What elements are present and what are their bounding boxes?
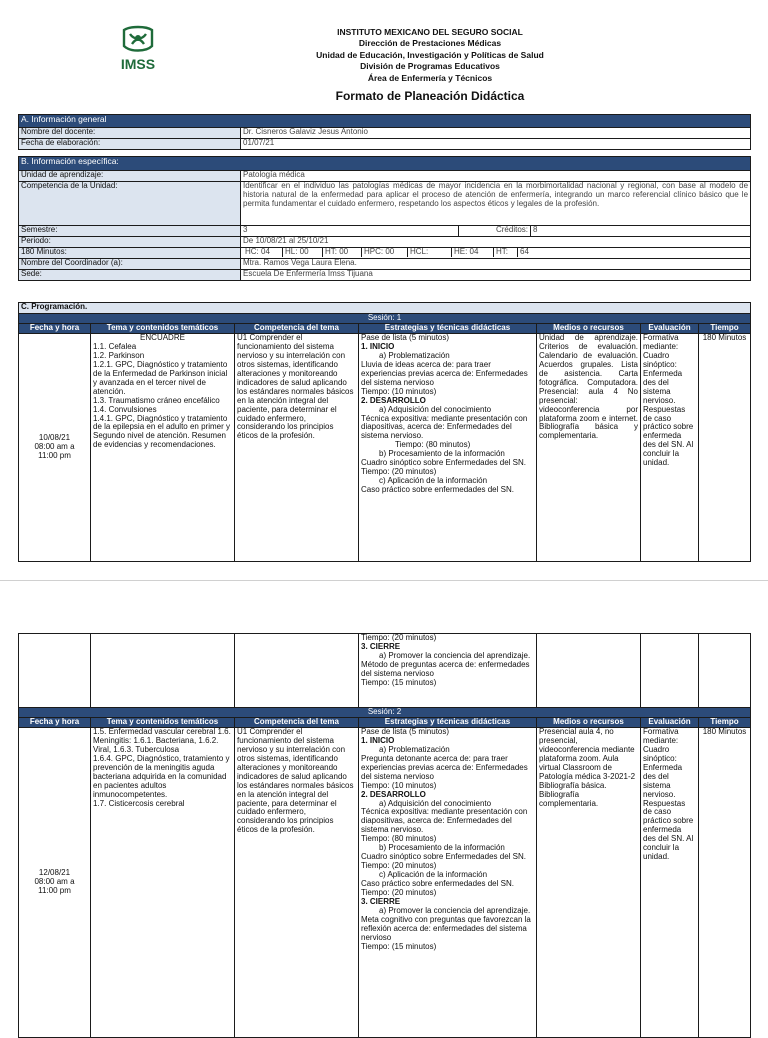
estrategia-line: Pase de lista (5 minutos) (361, 333, 450, 342)
col-tema: Tema y contenidos temáticos (91, 717, 235, 727)
session-1-label: Sesión: 1 (19, 314, 751, 324)
session-1-medios: Unidad de aprendizaje. Criterios de evaluación. Calendario de evaluación. Acuerdos grupales. Lista de asistencia. Carta fotográfica. Computadora. Presencial: aula 4 No presencial: videoconferencia por plataforma zoom e internet. Bibliografía básica y complementaria. (537, 333, 641, 561)
header-text (240, 27, 620, 84)
tema-item: 1.4.1. GPC, Diagnóstico y tratamiento de la epilepsia en el adulto en primer y Segundo nivel de atención. Resumen de evidencias y recomendaciones. (93, 413, 230, 450)
creditos-value: 8 (531, 226, 751, 237)
hours-ht-total-label: HT: (493, 248, 515, 257)
tema-item: 1.5. Enfermedad vascular cerebral 1.6. Meningitis: 1.6.1. Bacteriana, 1.6.2. Viral, 1.6.3. Tuberculosa (93, 727, 231, 754)
estrategia-line: a) Promover la conciencia del aprendizaje. (379, 905, 531, 915)
hours-ht: HT: 00 (322, 248, 359, 257)
competencia-label: Competencia de la Unidad: (19, 182, 241, 226)
periodo-label: Periodo: (19, 237, 241, 248)
col-tema: Tema y contenidos temáticos (91, 324, 235, 334)
estrategia-line: a) Adquisición del conocimiento (379, 404, 492, 414)
hours-hcl: HCL: (407, 248, 449, 257)
hours-hc: HC: 04 (245, 247, 270, 256)
semestre-label: Semestre: (19, 226, 241, 237)
col-medios: Medios o recursos (537, 324, 641, 334)
coordinador-label: Nombre del Coordinador (a): (19, 259, 241, 270)
session-2-temas (91, 727, 235, 1037)
estrategia-line: Tiempo: (15 minutos) (361, 677, 437, 687)
hours-hpc: HPC: 00 (361, 248, 405, 257)
semestre-value: 3 (241, 226, 459, 237)
estrategia-line: Pregunta detonante acerca de: para traer experiencias previas acerca de: Enfermedades del sistema nervioso (361, 753, 528, 781)
estrategia-line: Meta cognitivo con preguntas que favorezcan la reflexión acerca de: enfermedades del sistema nervioso (361, 914, 531, 942)
programacion-table-continued (18, 633, 751, 1038)
competencia-value: Identificar en el individuo las patologías médicas de mayor incidencia en la morbimortalidad nacional y regional, con base al modelo de historia natural de la enfermedad para aplicar el proceso de atención de enfermería, integrando un marco referencial clínico básico que le permita fundamentar el cuidado enfermero, respetando los aspectos éticos y legales de la profesión. (241, 182, 751, 226)
session-2-competencia: U1 Comprender el funcionamiento del sistema nervioso y su interrelación con otros sistemas, identificando alteraciones y monitoreando indicadores de salud aplicando los estándares normales básicos en la atención integral del paciente, para determinar el cuidado enfermero, considerando los principios éticos de la profesión. (235, 727, 359, 1037)
session-1-fecha: 10/08/21 (38, 433, 71, 443)
session-2-date (19, 727, 91, 1037)
col-fecha: Fecha y hora (19, 324, 91, 334)
sede-label: Sede: (19, 270, 241, 281)
session-1-hora-end: 11:00 pm (38, 450, 71, 460)
estrategia-line: Tiempo: (20 minutos) (361, 467, 437, 477)
header-line-3: Unidad de Educación, Investigación y Políticas de Salud (316, 49, 544, 60)
estrategia-line: Tiempo: (80 minutos) (361, 834, 437, 844)
document-header (0, 0, 768, 112)
header-line-2: Dirección de Prestaciones Médicas (358, 38, 502, 49)
estrategia-line: Cuadro sinóptico sobre Enfermedades del SN. (361, 458, 526, 468)
estrategia-line: Técnica expositiva: mediante presentación con diapositivas, acerca de: Enfermedades del sistema nervioso. (361, 807, 528, 835)
col-estrategias: Estrategias y técnicas didácticas (359, 717, 537, 727)
programacion-table (18, 302, 751, 562)
estrategia-line: a) Adquisición del conocimiento (379, 798, 492, 808)
header-line-4: División de Programas Educativos (360, 61, 500, 72)
section-a-title: A. Información general (19, 115, 751, 128)
section-c-title: C. Programación. (19, 303, 751, 314)
estrategia-line: a) Promover la conciencia del aprendizaje. (379, 650, 531, 660)
col-estrategias: Estrategias y técnicas didácticas (359, 324, 537, 334)
session-2-fecha: 12/08/21 (38, 867, 71, 877)
session-2-tiempo: 180 Minutos (699, 727, 751, 1037)
col-tiempo: Tiempo (699, 324, 751, 334)
coordinador-value: Mtra. Ramos Vega Laura Elena. (241, 259, 751, 270)
unidad-label: Unidad de aprendizaje: (19, 171, 241, 182)
estrategia-line: Tiempo: (15 minutos) (361, 941, 437, 951)
docente-label: Nombre del docente: (19, 128, 241, 139)
estrategia-line: b) Procesamiento de la información (379, 449, 505, 459)
estrategia-line: a) Problematización (379, 350, 450, 360)
col-tiempo: Tiempo (699, 717, 751, 727)
col-fecha: Fecha y hora (19, 717, 91, 727)
hours-hl: HL: 00 (282, 248, 320, 257)
estrategia-line: Técnica expositiva: mediante presentación con diapositivas, acerca de: Enfermedades del sistema nervioso. (361, 413, 528, 441)
tema-item: 1.2.1. GPC, Diagnóstico y tratamiento de la Enfermedad de Parkinson inicial y avanzada en el tercer nivel de atención. (93, 359, 228, 396)
session-2-row (19, 727, 751, 1037)
creditos-label: Créditos: (459, 226, 531, 237)
session-2-hora-start: 08:00 am a (34, 876, 75, 886)
session-1-continued-row (19, 634, 751, 708)
header-line-5: Área de Enfermería y Técnicos (367, 72, 493, 83)
estrategia-heading: 3. CIERRE (361, 897, 401, 907)
estrategia-line: a) Problematización (379, 744, 450, 754)
estrategia-line: b) Procesamiento de la información (379, 843, 505, 853)
tema-item: 1.2. Parkinson (93, 350, 145, 360)
institution-name: INSTITUTO MEXICANO DEL SEGURO SOCIAL (337, 27, 523, 37)
col-competencia: Competencia del tema (235, 717, 359, 727)
estrategia-line: Caso práctico sobre enfermedades del SN. (361, 879, 514, 889)
estrategia-line: Tiempo: (20 minutos) (361, 633, 437, 642)
estrategia-line: Tiempo: (10 minutos) (361, 386, 437, 396)
session-1-date (19, 333, 91, 561)
session-1-estrategias (359, 333, 537, 561)
session-1-temas (91, 333, 235, 561)
periodo-value: De 10/08/21 al 25/10/21 (241, 237, 751, 248)
section-b-title: B. Información específica: (19, 157, 751, 171)
tema-item: 1.7. Cisticercosis cerebral (93, 798, 185, 808)
estrategia-line: Lluvia de ideas acerca de: para traer experiencias previas acerca de: Enfermedades del sistema nervioso (361, 359, 528, 387)
estrategia-line: Tiempo: (20 minutos) (361, 888, 437, 898)
estrategia-line: Tiempo: (80 minutos) (395, 440, 471, 450)
docente-value: Dr. Cisneros Galaviz Jesus Antonio (241, 128, 751, 139)
sede-value: Escuela De Enfermería Imss Tijuana (241, 270, 751, 281)
col-medios: Medios o recursos (537, 717, 641, 727)
estrategia-line: c) Aplicación de la información (379, 870, 488, 880)
session-1-competencia: U1 Comprender el funcionamiento del sistema nervioso y su interrelación con otros sistemas, identificando alteraciones y monitoreando indicadores de salud aplicando los estándares normales básicos en la atención integral del paciente, para determinar el cuidado enfermero, considerando los principios éticos de la profesión. (235, 333, 359, 561)
session-2-evaluacion: Formativa mediante: Cuadro sinóptico: Enfermeda des del sistema nervioso. Respuestas de caso práctico sobre enfermeda des del SN. Al concluir la unidad. (641, 727, 699, 1037)
fecha-value: 01/07/21 (241, 139, 751, 150)
estrategia-line: Método de preguntas acerca de: enfermedades del sistema nervioso (361, 659, 530, 678)
estrategia-heading: 3. CIERRE (361, 641, 401, 651)
estrategia-line: Cuadro sinóptico sobre Enfermedades del SN. (361, 852, 526, 862)
minutos-label: 180 Minutos: (19, 248, 241, 259)
estrategia-heading: 2. DESARROLLO (361, 395, 426, 405)
session-1-tiempo: 180 Minutos (699, 333, 751, 561)
tema-item: 1.6.4. GPC, Diagnóstico, tratamiento y prevención de la meningitis aguda bacteriana adquirida en la comunidad en pacientes adultos inmunocompetentes. (93, 753, 230, 799)
session-2-medios: Presencial aula 4, no presencial, videoconferencia mediante plataforma zoom. Aula virtual Classroom de Patología médica 3-2021-2 Bibliografía básica. Bibliografía complementaria. (537, 727, 641, 1037)
svg-text:IMSS: IMSS (120, 56, 156, 72)
tema-item: ENCUADRE (140, 333, 185, 342)
estrategia-line: Tiempo: (20 minutos) (361, 861, 437, 871)
document-title: Formato de Planeación Didáctica (335, 89, 525, 103)
estrategia-heading: 1. INICIO (361, 735, 395, 745)
session-2-estrategias (359, 727, 537, 1037)
session-1-hora-start: 08:00 am a (34, 441, 75, 451)
session-1-evaluacion: Formativa mediante: Cuadro sinóptico: Enfermeda des del sistema nervioso. Respuestas de caso práctico sobre enfermeda des del SN. Al concluir la unidad. (641, 333, 699, 561)
session-2-label: Sesión: 2 (19, 708, 751, 718)
hours-total: 64 (517, 248, 557, 257)
session-2-hora-end: 11:00 pm (38, 885, 71, 895)
col-evaluacion: Evaluación (641, 324, 699, 334)
page-2 (0, 580, 768, 1024)
session-1-estrategias-continued (359, 634, 537, 708)
estrategia-line: c) Aplicación de la información (379, 476, 488, 486)
estrategia-line: Pase de lista (5 minutos) (361, 727, 450, 736)
imss-logo (110, 24, 166, 74)
estrategia-line: Tiempo: (10 minutos) (361, 780, 437, 790)
col-competencia: Competencia del tema (235, 324, 359, 334)
session-1-row (19, 333, 751, 561)
tema-item: 1.1. Cefalea (93, 341, 137, 351)
estrategia-line: Caso práctico sobre enfermedades del SN. (361, 485, 514, 495)
hours-row (241, 248, 751, 259)
hours-he: HE: 04 (451, 248, 491, 257)
col-evaluacion: Evaluación (641, 717, 699, 727)
estrategia-heading: 1. INICIO (361, 341, 395, 351)
fecha-label: Fecha de elaboración: (19, 139, 241, 150)
estrategia-heading: 2. DESARROLLO (361, 789, 426, 799)
tema-item: 1.3. Traumatismo cráneo encefálico 1.4. Convulsiones (93, 395, 220, 414)
info-table (18, 114, 751, 281)
unidad-value: Patología médica (241, 171, 751, 182)
